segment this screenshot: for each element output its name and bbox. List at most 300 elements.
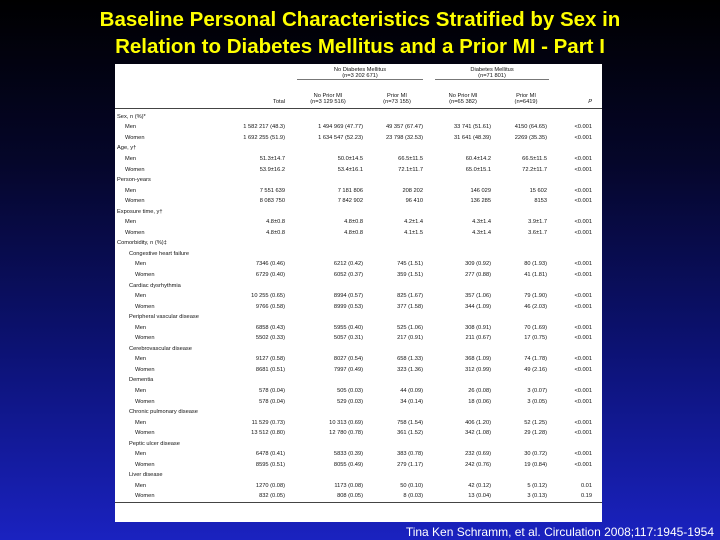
p-value-cell: <0.001 — [574, 430, 593, 437]
value-cell — [429, 249, 497, 260]
value-cell: 7 181 806 — [337, 187, 363, 194]
value-cell — [291, 344, 365, 355]
p-value-cell — [555, 249, 602, 260]
value-cell — [365, 344, 429, 355]
value-cell — [291, 407, 365, 418]
table-row — [115, 333, 602, 344]
value-cell: 758 (1.54) — [397, 419, 424, 426]
value-cell: 10 313 (0.69) — [329, 419, 363, 426]
title-line-1: Baseline Personal Characteristics Stratified by Sex in — [99, 8, 621, 31]
value-cell — [365, 407, 429, 418]
value-cell — [429, 344, 497, 355]
value-cell: 217 (0.91) — [397, 335, 424, 342]
row-label: Men — [125, 124, 137, 131]
section-header-row — [115, 143, 602, 154]
p-value-cell — [555, 470, 602, 481]
value-cell: 50 (0.10) — [400, 482, 424, 489]
value-cell: 5502 (0.33) — [255, 335, 285, 342]
value-cell — [233, 407, 291, 418]
header-blank — [115, 64, 233, 88]
p-value-cell: <0.001 — [574, 419, 593, 426]
value-cell: 41 (1.81) — [524, 271, 548, 278]
value-cell: 308 (0.91) — [465, 324, 492, 331]
value-cell: 4.3±1.4 — [472, 219, 492, 226]
value-cell — [429, 312, 497, 323]
value-cell — [233, 112, 291, 123]
value-cell: 66.5±11.5 — [522, 155, 548, 162]
value-cell — [365, 312, 429, 323]
value-cell: 9127 (0.58) — [255, 356, 285, 363]
value-cell — [497, 438, 555, 449]
section-header-row — [115, 470, 602, 481]
value-cell: 242 (0.76) — [465, 461, 492, 468]
value-cell: 7997 (0.49) — [333, 366, 363, 373]
p-value-cell — [555, 438, 602, 449]
value-cell: 12 780 (0.78) — [329, 430, 363, 437]
value-cell: 50.0±14.5 — [337, 155, 363, 162]
p-value-cell: <0.001 — [574, 398, 593, 405]
value-cell: 33 741 (51.61) — [454, 124, 492, 131]
value-cell: 5 (0.12) — [527, 482, 548, 489]
value-cell — [233, 375, 291, 386]
value-cell — [429, 143, 497, 154]
value-cell: 31 641 (48.39) — [454, 134, 492, 141]
value-cell: 8153 — [534, 198, 548, 205]
section-header-row — [115, 238, 602, 249]
p-value-cell: 0.01 — [580, 482, 593, 489]
value-cell: 66.5±11.5 — [398, 155, 424, 162]
header-prior-mi-diabetic: Prior MI (n=6419) — [497, 88, 555, 109]
value-cell — [291, 238, 365, 249]
value-cell: 13 512 (0.80) — [251, 430, 285, 437]
value-cell: 312 (0.99) — [465, 366, 492, 373]
value-cell: 8999 (0.53) — [333, 303, 363, 310]
value-cell: 277 (0.88) — [465, 271, 492, 278]
value-cell: 52 (1.25) — [524, 419, 548, 426]
section-header-row — [115, 438, 602, 449]
value-cell: 17 (0.75) — [524, 335, 548, 342]
value-cell: 368 (1.09) — [465, 356, 492, 363]
row-label: Men — [125, 155, 137, 162]
value-cell: 1 634 547 (52.23) — [318, 134, 363, 141]
table-row — [115, 228, 602, 239]
value-cell — [291, 375, 365, 386]
value-cell: 23 798 (32.53) — [386, 134, 424, 141]
table-row — [115, 164, 602, 175]
p-value-cell: <0.001 — [574, 134, 593, 141]
p-value-cell: <0.001 — [574, 366, 593, 373]
row-label: Liver disease — [129, 472, 163, 479]
value-cell: 5833 (0.39) — [333, 451, 363, 458]
row-label: Men — [135, 356, 147, 363]
value-cell: 578 (0.04) — [259, 387, 285, 394]
value-cell — [365, 375, 429, 386]
value-cell: 505 (0.03) — [337, 387, 363, 394]
row-label: Men — [135, 419, 147, 426]
value-cell — [497, 470, 555, 481]
p-value-cell — [555, 344, 602, 355]
p-value-cell — [555, 175, 602, 186]
header-group-no-diabetes: No Diabetes Mellitus (n=3 202 671) — [291, 64, 429, 88]
table-row — [115, 354, 602, 365]
value-cell — [365, 249, 429, 260]
row-label: Age, y† — [117, 145, 137, 152]
value-cell — [233, 206, 291, 217]
value-cell: 53.9±16.2 — [259, 166, 285, 173]
p-value-cell: <0.001 — [574, 451, 593, 458]
p-value-cell: <0.001 — [574, 293, 593, 300]
value-cell — [365, 175, 429, 186]
value-cell: 406 (1.20) — [465, 419, 492, 426]
value-cell — [497, 238, 555, 249]
table-row — [115, 133, 602, 144]
header-label-col — [115, 88, 233, 109]
value-cell: 342 (1.08) — [465, 430, 492, 437]
value-cell: 49 357 (67.47) — [386, 124, 424, 131]
value-cell — [497, 280, 555, 291]
p-value-cell: <0.001 — [574, 271, 593, 278]
p-value-cell: <0.001 — [574, 155, 593, 162]
header-group-diabetes: Diabetes Mellitus (n=71 801) — [429, 64, 555, 88]
value-cell: 72.2±11.7 — [522, 166, 548, 173]
section-header-row — [115, 280, 602, 291]
value-cell — [365, 238, 429, 249]
value-cell — [497, 175, 555, 186]
value-cell: 44 (0.09) — [400, 387, 424, 394]
value-cell — [429, 470, 497, 481]
section-header-row — [115, 375, 602, 386]
p-value-cell: <0.001 — [574, 219, 593, 226]
row-label: Women — [115, 491, 233, 502]
table-row — [115, 259, 602, 270]
value-cell — [429, 238, 497, 249]
table-row — [115, 396, 602, 407]
p-value-cell: <0.001 — [574, 335, 593, 342]
p-value-cell: <0.001 — [574, 324, 593, 331]
p-value-cell: <0.001 — [574, 261, 593, 268]
value-cell — [429, 175, 497, 186]
section-header-row — [115, 407, 602, 418]
row-label: Women — [135, 303, 155, 310]
header-prior-mi-nondiabetic: Prior MI (n=73 155) — [365, 88, 429, 109]
value-cell: 808 (0.05) — [291, 491, 365, 502]
value-cell: 7 551 639 — [259, 187, 285, 194]
row-label: Women — [135, 366, 155, 373]
value-cell: 49 (2.16) — [524, 366, 548, 373]
value-cell: 8055 (0.49) — [333, 461, 363, 468]
citation: Tina Ken Schramm, et al. Circulation 2008;117:1945-1954 — [405, 525, 714, 539]
p-value-cell — [555, 312, 602, 323]
table-body — [115, 109, 602, 503]
value-cell: 4.8±0.8 — [266, 219, 285, 226]
value-cell: 4.2±1.4 — [404, 219, 424, 226]
table-row — [115, 196, 602, 207]
value-cell: 359 (1.51) — [397, 271, 424, 278]
value-cell — [233, 238, 291, 249]
row-label: Sex, n (%)* — [117, 113, 146, 120]
value-cell — [497, 143, 555, 154]
row-label: Peptic ulcer disease — [129, 440, 180, 447]
p-value-cell — [555, 407, 602, 418]
value-cell — [233, 175, 291, 186]
row-label: Women — [135, 271, 155, 278]
header-p-value: P — [555, 88, 602, 109]
table-row — [115, 460, 602, 471]
value-cell: 7 842 902 — [337, 198, 363, 205]
value-cell: 9766 (0.58) — [255, 303, 285, 310]
value-cell: 383 (0.78) — [397, 451, 424, 458]
p-value-cell — [555, 280, 602, 291]
value-cell: 8 083 750 — [259, 198, 285, 205]
value-cell: 72.1±11.7 — [398, 166, 424, 173]
row-label: Men — [135, 387, 147, 394]
p-value-cell: <0.001 — [574, 356, 593, 363]
value-cell: 4.8±0.8 — [344, 229, 363, 236]
p-value-cell — [555, 112, 602, 123]
row-label: Men — [125, 187, 137, 194]
value-cell — [365, 206, 429, 217]
value-cell: 1270 (0.08) — [255, 482, 285, 489]
table-row — [115, 217, 602, 228]
value-cell: 46 (2.03) — [524, 303, 548, 310]
value-cell: 309 (0.92) — [465, 261, 492, 268]
value-cell — [365, 143, 429, 154]
row-label: Peripheral vascular disease — [129, 314, 199, 321]
characteristics-table-panel — [115, 64, 602, 522]
section-header-row — [115, 112, 602, 123]
table-row — [115, 154, 602, 165]
value-cell: 7346 (0.46) — [255, 261, 285, 268]
value-cell: 825 (1.67) — [397, 293, 424, 300]
row-label: Women — [125, 229, 145, 236]
value-cell: 6858 (0.43) — [255, 324, 285, 331]
value-cell — [429, 280, 497, 291]
value-cell: 79 (1.90) — [524, 293, 548, 300]
table-row — [115, 270, 602, 281]
value-cell: 1 494 969 (47.77) — [318, 124, 363, 131]
value-cell: 96 410 — [405, 198, 424, 205]
value-cell: 4.3±1.4 — [472, 229, 492, 236]
value-cell: 136 285 — [470, 198, 492, 205]
row-label: Men — [135, 293, 147, 300]
value-cell — [497, 375, 555, 386]
row-label: Women — [135, 430, 155, 437]
value-cell: 4.8±0.8 — [266, 229, 285, 236]
value-cell — [233, 438, 291, 449]
value-cell — [429, 438, 497, 449]
value-cell: 4.8±0.8 — [344, 219, 363, 226]
value-cell — [365, 438, 429, 449]
table-row — [115, 481, 602, 492]
value-cell: 525 (1.06) — [397, 324, 424, 331]
row-label: Cardiac dysrhythmia — [129, 282, 181, 289]
row-label: Women — [135, 398, 155, 405]
p-value-cell: <0.001 — [574, 198, 593, 205]
value-cell: 26 (0.08) — [468, 387, 492, 394]
table-row — [115, 449, 602, 460]
value-cell: 3 (0.07) — [527, 387, 548, 394]
row-label: Men — [135, 451, 147, 458]
value-cell — [291, 143, 365, 154]
section-header-row — [115, 312, 602, 323]
value-cell: 19 (0.84) — [524, 461, 548, 468]
value-cell: 4.1±1.5 — [404, 229, 424, 236]
table-row — [115, 491, 602, 502]
value-cell — [233, 249, 291, 260]
table-row — [115, 365, 602, 376]
value-cell — [291, 206, 365, 217]
row-label: Women — [125, 198, 145, 205]
header-blank-p — [555, 64, 602, 88]
p-value-cell — [555, 143, 602, 154]
p-value-cell: <0.001 — [574, 187, 593, 194]
p-value-cell: <0.001 — [574, 166, 593, 173]
value-cell — [233, 312, 291, 323]
table-row — [115, 428, 602, 439]
row-label: Men — [135, 261, 147, 268]
value-cell — [291, 175, 365, 186]
slide-title — [0, 6, 720, 60]
value-cell: 3.6±1.7 — [528, 229, 548, 236]
value-cell: 6212 (0.42) — [333, 261, 363, 268]
value-cell: 344 (1.09) — [465, 303, 492, 310]
value-cell — [291, 249, 365, 260]
row-label: Men — [135, 482, 147, 489]
value-cell: 146 029 — [470, 187, 492, 194]
value-cell: 3 (0.13) — [497, 491, 555, 502]
value-cell: 4150 (64.65) — [514, 124, 548, 131]
table-row — [115, 291, 602, 302]
value-cell: 8681 (0.51) — [255, 366, 285, 373]
header-blank-total — [233, 64, 291, 88]
value-cell: 10 255 (0.65) — [251, 293, 285, 300]
value-cell: 8027 (0.54) — [333, 356, 363, 363]
row-label: Women — [135, 335, 155, 342]
value-cell: 529 (0.03) — [337, 398, 363, 405]
value-cell — [497, 312, 555, 323]
value-cell: 1173 (0.08) — [334, 482, 363, 489]
value-cell — [497, 206, 555, 217]
value-cell — [365, 280, 429, 291]
value-cell: 74 (1.78) — [524, 356, 548, 363]
p-value-cell: 0.19 — [555, 491, 602, 502]
value-cell: 53.4±16.1 — [337, 166, 363, 173]
value-cell — [291, 470, 365, 481]
title-line-2: Relation to Diabetes Mellitus and a Prior MI - Part I — [115, 35, 605, 58]
value-cell — [429, 375, 497, 386]
value-cell: 80 (1.93) — [524, 261, 548, 268]
header-total: Total — [233, 88, 291, 109]
value-cell: 6478 (0.41) — [255, 451, 285, 458]
value-cell: 5955 (0.40) — [333, 324, 363, 331]
value-cell — [233, 143, 291, 154]
value-cell: 377 (1.58) — [397, 303, 424, 310]
value-cell: 832 (0.05) — [233, 491, 291, 502]
value-cell: 34 (0.14) — [400, 398, 424, 405]
value-cell — [233, 280, 291, 291]
row-label: Dementia — [129, 377, 154, 384]
value-cell: 8994 (0.57) — [333, 293, 363, 300]
row-label: Chronic pulmonary disease — [129, 409, 198, 416]
header-no-prior-mi-nondiabetic: No Prior MI (n=3 129 516) — [291, 88, 365, 109]
table-row — [115, 417, 602, 428]
row-label: Cerebrovascular disease — [129, 345, 192, 352]
p-value-cell: <0.001 — [574, 124, 593, 131]
value-cell: 1 582 217 (48.3) — [243, 124, 285, 131]
row-label: Person-years — [117, 177, 151, 184]
value-cell: 70 (1.69) — [524, 324, 548, 331]
value-cell: 357 (1.06) — [465, 293, 492, 300]
value-cell: 1 692 255 (51.9) — [243, 134, 285, 141]
value-cell — [429, 112, 497, 123]
p-value-cell: <0.001 — [574, 229, 593, 236]
p-value-cell: <0.001 — [574, 461, 593, 468]
p-value-cell — [555, 375, 602, 386]
value-cell: 18 (0.06) — [468, 398, 492, 405]
value-cell — [291, 112, 365, 123]
value-cell — [233, 344, 291, 355]
table-row — [115, 301, 602, 312]
section-header-row — [115, 206, 602, 217]
p-value-cell: <0.001 — [574, 303, 593, 310]
p-value-cell: <0.001 — [574, 387, 593, 394]
value-cell: 279 (1.17) — [397, 461, 424, 468]
value-cell: 51.3±14.7 — [259, 155, 285, 162]
row-label: Exposure time, y† — [117, 208, 163, 215]
value-cell — [291, 312, 365, 323]
value-cell: 11 529 (0.73) — [251, 419, 285, 426]
header-no-prior-mi-diabetic: No Prior MI (n=65 382) — [429, 88, 497, 109]
value-cell: 42 (0.12) — [468, 482, 492, 489]
section-header-row — [115, 249, 602, 260]
value-cell — [365, 112, 429, 123]
section-header-row — [115, 175, 602, 186]
value-cell: 13 (0.04) — [429, 491, 497, 502]
value-cell: 30 (0.72) — [524, 451, 548, 458]
row-label: Women — [125, 134, 145, 141]
section-header-row — [115, 344, 602, 355]
value-cell: 65.0±15.1 — [465, 166, 492, 173]
p-value-cell — [555, 238, 602, 249]
row-label: Men — [125, 219, 137, 226]
value-cell: 232 (0.69) — [465, 451, 492, 458]
value-cell: 8595 (0.51) — [255, 461, 285, 468]
row-label: Men — [135, 324, 147, 331]
value-cell: 6729 (0.40) — [255, 271, 285, 278]
p-value-cell — [555, 206, 602, 217]
table-row — [115, 185, 602, 196]
value-cell — [497, 407, 555, 418]
value-cell: 60.4±14.2 — [465, 155, 492, 162]
row-label: Women — [125, 166, 145, 173]
value-cell — [497, 112, 555, 123]
row-label: Women — [135, 461, 155, 468]
row-label: Comorbidity, n (%)‡ — [117, 240, 167, 247]
value-cell — [291, 280, 365, 291]
value-cell — [497, 344, 555, 355]
value-cell: 658 (1.33) — [397, 356, 424, 363]
value-cell: 211 (0.67) — [465, 335, 492, 342]
value-cell: 3 (0.05) — [527, 398, 548, 405]
characteristics-table — [115, 64, 602, 503]
value-cell — [233, 470, 291, 481]
value-cell: 5057 (0.31) — [333, 335, 363, 342]
table-row — [115, 386, 602, 397]
value-cell — [497, 249, 555, 260]
value-cell: 323 (1.36) — [397, 366, 424, 373]
value-cell: 29 (1.28) — [524, 430, 548, 437]
value-cell — [291, 438, 365, 449]
